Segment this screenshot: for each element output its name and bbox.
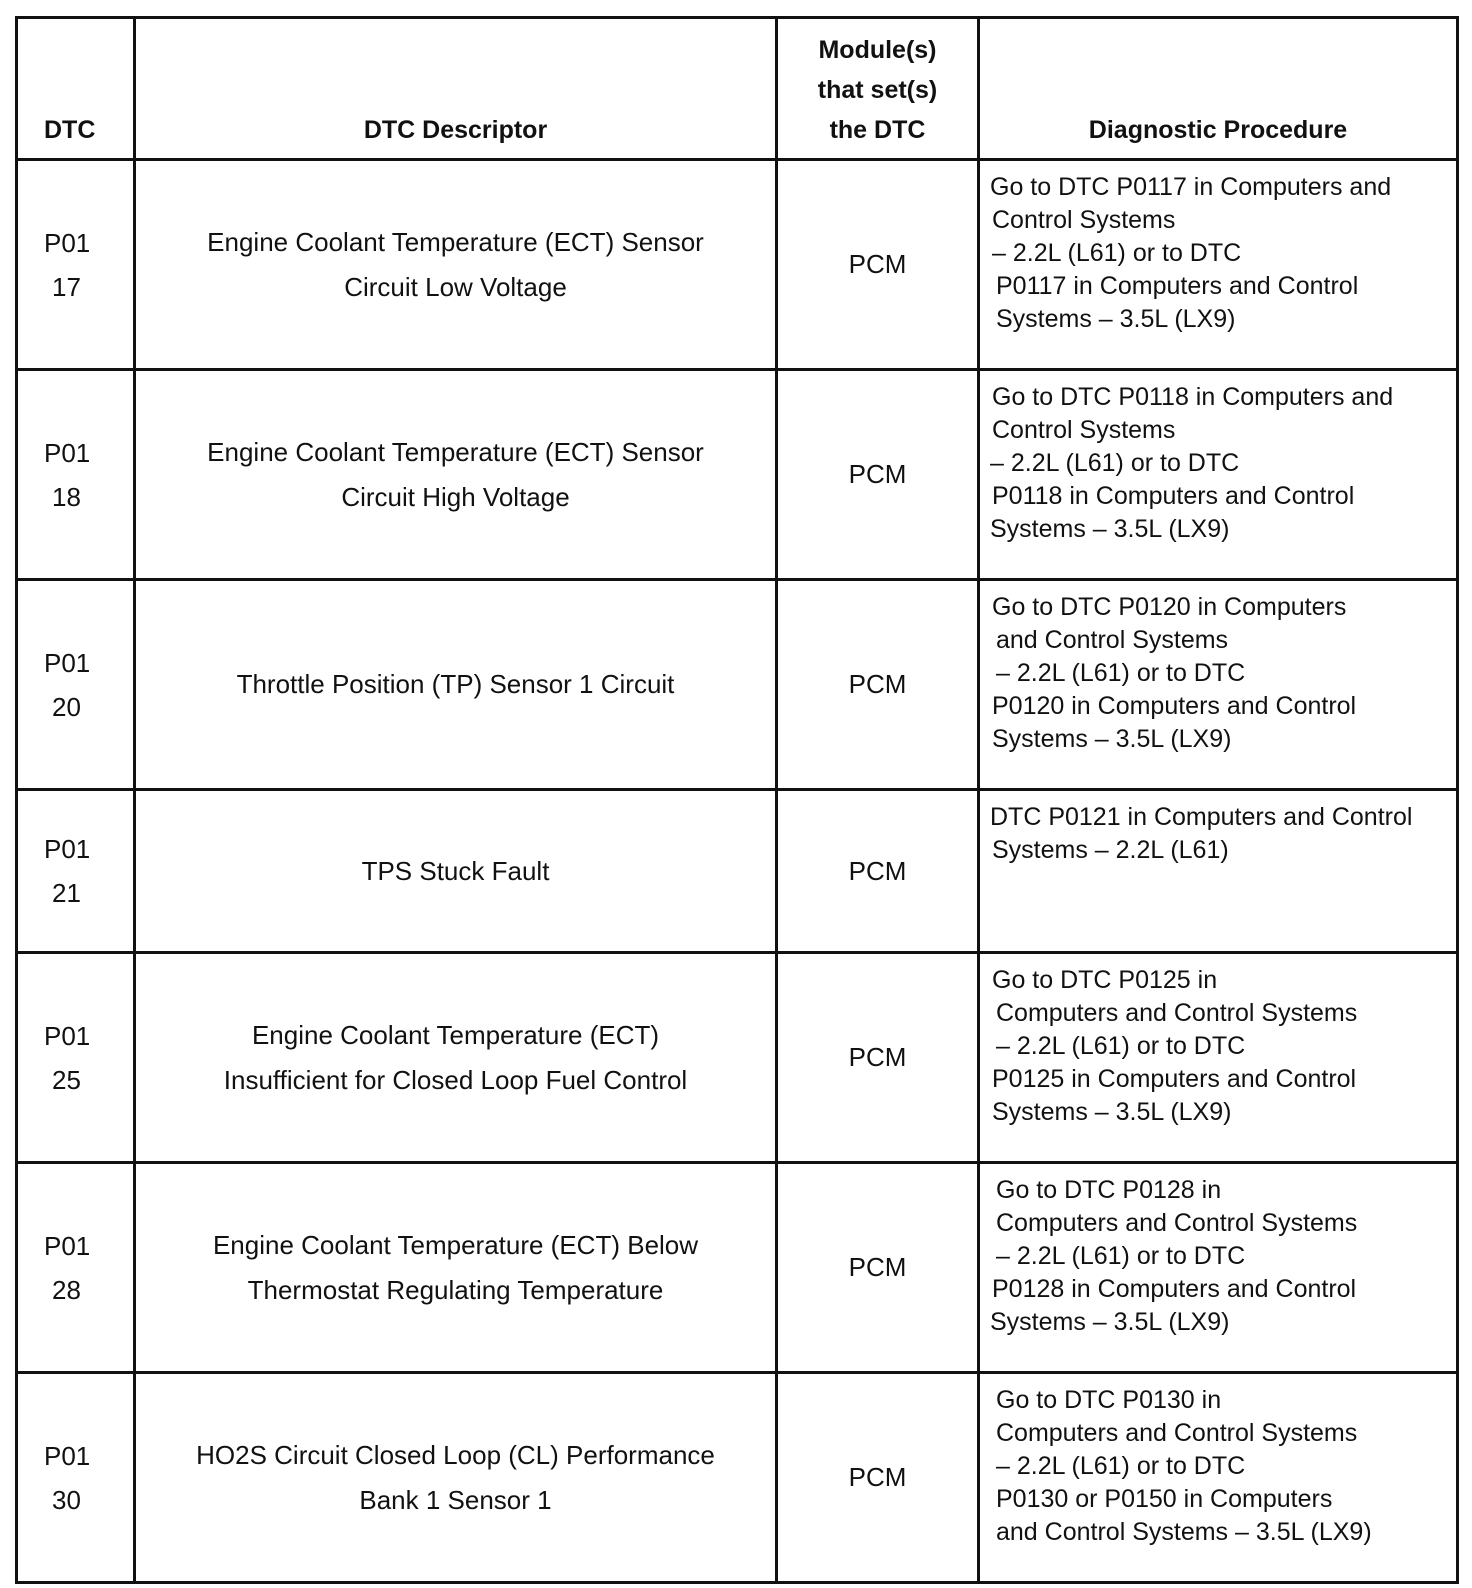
dtc-descriptor — [135, 1163, 777, 1373]
procedure-line: Systems – 2.2L (L61) — [992, 836, 1229, 864]
dtc-module: PCM — [777, 580, 979, 790]
dtc-code-line1: P01 — [44, 227, 91, 258]
procedure-line: – 2.2L (L61) or to DTC — [996, 1452, 1246, 1480]
dtc-procedure — [979, 953, 1458, 1163]
procedure-line: Go to DTC P0128 in — [996, 1176, 1222, 1204]
procedure-line: P0118 in Computers and Control — [992, 482, 1355, 510]
dtc-code-line1: P01 — [44, 834, 91, 864]
descriptor-line1: Engine Coolant Temperature (ECT) — [251, 1019, 660, 1050]
dtc-procedure — [979, 1373, 1458, 1583]
header-module-line1: Module(s) — [818, 36, 937, 64]
dtc-code — [17, 1163, 135, 1373]
procedure-line: DTC P0121 in Computers and Control — [990, 803, 1413, 831]
dtc-module: PCM — [777, 1373, 979, 1583]
procedure-line: Systems – 3.5L (LX9) — [990, 515, 1230, 543]
descriptor-line2: Circuit High Voltage — [341, 481, 570, 512]
header-procedure: Diagnostic Procedure — [979, 18, 1458, 160]
dtc-code — [17, 1373, 135, 1583]
table-row — [17, 370, 1458, 580]
dtc-descriptor — [135, 370, 777, 580]
descriptor-line2: Bank 1 Sensor 1 — [359, 1484, 552, 1515]
dtc-code-line1: P01 — [44, 1440, 91, 1471]
dtc-code — [17, 790, 135, 953]
header-dtc: DTC — [17, 18, 135, 160]
dtc-code — [17, 370, 135, 580]
dtc-code-line2: 18 — [52, 481, 81, 512]
dtc-table — [15, 16, 1459, 1584]
descriptor-line2: Thermostat Regulating Temperature — [247, 1274, 664, 1305]
header-descriptor: DTC Descriptor — [135, 18, 777, 160]
dtc-descriptor — [135, 790, 777, 953]
descriptor-line1: Engine Coolant Temperature (ECT) Below — [212, 1229, 699, 1260]
procedure-line: Systems – 3.5L (LX9) — [992, 725, 1232, 753]
dtc-code-line1: P01 — [44, 437, 91, 468]
dtc-code-line1: P01 — [44, 1020, 91, 1051]
descriptor-line1: Engine Coolant Temperature (ECT) Sensor — [207, 226, 704, 257]
procedure-line: Control Systems — [992, 416, 1176, 444]
dtc-code-line2: 17 — [52, 271, 81, 302]
descriptor-line2: Insufficient for Closed Loop Fuel Control — [223, 1064, 688, 1095]
procedure-line: Computers and Control Systems — [996, 999, 1358, 1027]
dtc-module: PCM — [777, 370, 979, 580]
descriptor-line1: TPS Stuck Fault — [361, 855, 550, 886]
procedure-line: P0120 in Computers and Control — [992, 692, 1357, 720]
table-header-row — [17, 18, 1458, 160]
table-row — [17, 160, 1458, 370]
descriptor-line2: Circuit Low Voltage — [344, 271, 567, 302]
procedure-line: – 2.2L (L61) or to DTC — [992, 239, 1242, 267]
table-row — [17, 790, 1458, 953]
procedure-line: P0128 in Computers and Control — [992, 1275, 1357, 1303]
procedure-line: Go to DTC P0117 in Computers and — [990, 173, 1392, 201]
procedure-line: – 2.2L (L61) or to DTC — [996, 659, 1246, 687]
descriptor-line1: HO2S Circuit Closed Loop (CL) Performance — [196, 1439, 715, 1470]
procedure-line: Systems – 3.5L (LX9) — [996, 305, 1236, 333]
procedure-line: Go to DTC P0130 in — [996, 1386, 1222, 1414]
dtc-module: PCM — [777, 790, 979, 953]
header-module-line3: the DTC — [829, 116, 926, 144]
dtc-procedure — [979, 580, 1458, 790]
dtc-descriptor — [135, 953, 777, 1163]
procedure-line: Computers and Control Systems — [996, 1209, 1358, 1237]
procedure-line: Go to DTC P0125 in — [992, 966, 1218, 994]
dtc-code — [17, 580, 135, 790]
procedure-line: and Control Systems — [996, 626, 1229, 654]
dtc-descriptor — [135, 580, 777, 790]
dtc-module: PCM — [777, 1163, 979, 1373]
dtc-module: PCM — [777, 953, 979, 1163]
dtc-descriptor — [135, 160, 777, 370]
procedure-line: – 2.2L (L61) or to DTC — [996, 1242, 1246, 1270]
dtc-code — [17, 953, 135, 1163]
dtc-code-line2: 28 — [52, 1274, 81, 1305]
procedure-line: P0117 in Computers and Control — [996, 272, 1359, 300]
descriptor-line1: Engine Coolant Temperature (ECT) Sensor — [207, 436, 704, 467]
dtc-code-line2: 21 — [52, 878, 81, 908]
procedure-line: P0125 in Computers and Control — [992, 1065, 1357, 1093]
dtc-module: PCM — [777, 160, 979, 370]
dtc-code-line2: 25 — [52, 1064, 81, 1095]
dtc-procedure — [979, 790, 1458, 953]
dtc-procedure — [979, 160, 1458, 370]
table-row — [17, 1373, 1458, 1583]
procedure-line: Control Systems — [992, 206, 1176, 234]
descriptor-line1: Throttle Position (TP) Sensor 1 Circuit — [236, 669, 675, 699]
procedure-line: Computers and Control Systems — [996, 1419, 1358, 1447]
dtc-code-line2: 20 — [52, 691, 81, 722]
dtc-descriptor — [135, 1373, 777, 1583]
procedure-line: Systems – 3.5L (LX9) — [990, 1308, 1230, 1336]
header-module-line2: that set(s) — [817, 76, 938, 104]
procedure-line: and Control Systems – 3.5L (LX9) — [996, 1518, 1372, 1546]
header-module — [777, 18, 979, 160]
procedure-line: P0130 or P0150 in Computers — [996, 1485, 1333, 1513]
dtc-code-line1: P01 — [44, 647, 91, 678]
procedure-line: – 2.2L (L61) or to DTC — [996, 1032, 1246, 1060]
dtc-code — [17, 160, 135, 370]
procedure-line: – 2.2L (L61) or to DTC — [990, 449, 1240, 477]
table-row — [17, 953, 1458, 1163]
dtc-code-line1: P01 — [44, 1230, 91, 1261]
dtc-procedure — [979, 1163, 1458, 1373]
procedure-line: Go to DTC P0120 in Computers — [992, 593, 1347, 621]
dtc-procedure — [979, 370, 1458, 580]
table-row — [17, 580, 1458, 790]
procedure-line: Go to DTC P0118 in Computers and — [992, 383, 1394, 411]
dtc-code-line2: 30 — [52, 1484, 81, 1515]
table-row — [17, 1163, 1458, 1373]
procedure-line: Systems – 3.5L (LX9) — [992, 1098, 1232, 1126]
